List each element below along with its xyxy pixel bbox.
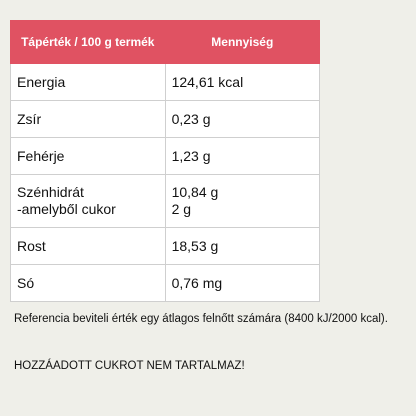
nutrient-label: Só (17, 274, 35, 291)
table-row (11, 101, 320, 138)
nutrient-subamount: 2 g (171, 201, 192, 217)
nutrient-value (165, 101, 319, 138)
table-row (11, 265, 320, 302)
table-row (11, 228, 320, 265)
nutrient-name (11, 228, 166, 265)
nutrient-amount: 0,23 g (171, 110, 211, 127)
nutrient-value (165, 138, 319, 175)
nutrient-name (11, 101, 166, 138)
nutrient-amount: 18,53 g (171, 237, 219, 254)
nutrient-value (165, 265, 319, 302)
nutrient-label: Szénhidrát (17, 184, 84, 200)
nutrition-table (10, 20, 320, 302)
sugar-notice: HOZZÁADOTT CUKROT NEM TARTALMAZ! (14, 360, 245, 372)
nutrient-name (11, 138, 166, 175)
nutrient-name (11, 64, 166, 101)
nutrient-amount: 0,76 mg (171, 274, 223, 291)
nutrient-amount: 10,84 g (171, 184, 219, 200)
header-amount: Mennyiség (165, 21, 319, 64)
nutrient-sublabel: -amelyből cukor (17, 201, 116, 217)
nutrient-amount: 1,23 g (171, 147, 211, 164)
nutrient-name (11, 175, 166, 228)
nutrient-label: Rost (17, 237, 46, 254)
table-row (11, 138, 320, 175)
table-row (11, 64, 320, 101)
nutrient-value (165, 228, 319, 265)
header-nutrient: Tápérték / 100 g termék (11, 21, 166, 64)
nutrient-label: Fehérje (17, 147, 65, 164)
reference-note: Referencia beviteli érték egy átlagos felnőtt számára (8400 kJ/2000 kcal). (14, 313, 388, 325)
nutrient-value (165, 64, 319, 101)
nutrient-amount: 124,61 kcal (171, 73, 244, 90)
nutrient-label: Energia (17, 73, 66, 90)
table-row (11, 175, 320, 228)
nutrient-label: Zsír (17, 110, 42, 127)
nutrient-value (165, 175, 319, 228)
table-header-row (11, 21, 320, 64)
nutrient-name (11, 265, 166, 302)
